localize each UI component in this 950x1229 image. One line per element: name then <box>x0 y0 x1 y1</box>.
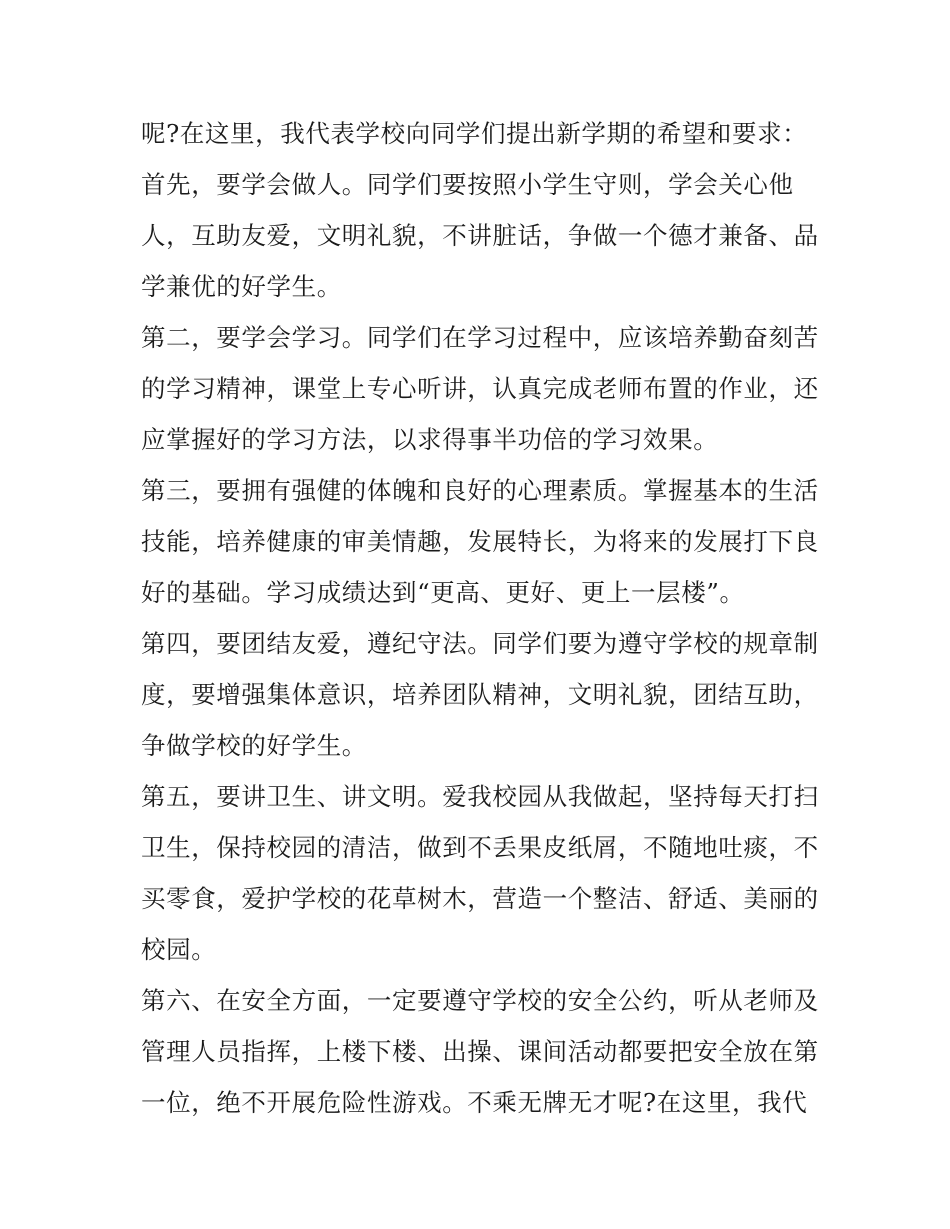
text-line: 技能，培养健康的审美情趣，发展特长，为将来的发展打下良 <box>141 527 819 556</box>
text-line: 第三，要拥有强健的体魄和良好的心理素质。掌握基本的生活 <box>141 476 819 505</box>
document-body <box>141 108 821 1128</box>
text-line: 校园。 <box>141 935 217 964</box>
text-line: 第二，要学会学习。同学们在学习过程中，应该培养勤奋刻苦 <box>141 323 819 352</box>
text-line: 学兼优的好学生。 <box>141 272 342 301</box>
text-line: 管理人员指挥，上楼下楼、出操、课间活动都要把安全放在第 <box>141 1037 819 1066</box>
text-line: 人，互助友爱，文明礼貌，不讲脏话，争做一个德才兼备、品 <box>141 221 819 250</box>
text-line: 一位，绝不开展危险性游戏。不乘无牌无才呢?在这里，我代 <box>141 1088 808 1117</box>
text-line: 应掌握好的学习方法，以求得事半功倍的学习效果。 <box>141 425 719 454</box>
text-line: 第六、在安全方面，一定要遵守学校的安全公约，听从老师及 <box>141 986 819 1015</box>
text-line: 度，要增强集体意识，培养团队精神，文明礼貌，团结互助， <box>141 680 819 709</box>
text-line: 第四，要团结友爱，遵纪守法。同学们要为遵守学校的规章制 <box>141 629 819 658</box>
text-line: 的学习精神，课堂上专心听讲，认真完成老师布置的作业，还 <box>141 374 819 403</box>
text-line: 第五，要讲卫生、讲文明。爱我校园从我做起，坚持每天打扫 <box>141 782 819 811</box>
text-line: 首先，要学会做人。同学们要按照小学生守则，学会关心他 <box>141 170 794 199</box>
text-line: 呢?在这里，我代表学校向同学们提出新学期的希望和要求： <box>141 119 808 148</box>
text-line: 卫生，保持校园的清洁，做到不丢果皮纸屑，不随地吐痰，不 <box>141 833 819 862</box>
text-line: 好的基础。学习成绩达到“更高、更好、更上一层楼”。 <box>141 578 745 607</box>
text-line: 争做学校的好学生。 <box>141 731 367 760</box>
text-line: 买零食，爱护学校的花草树木，营造一个整洁、舒适、美丽的 <box>141 884 819 913</box>
